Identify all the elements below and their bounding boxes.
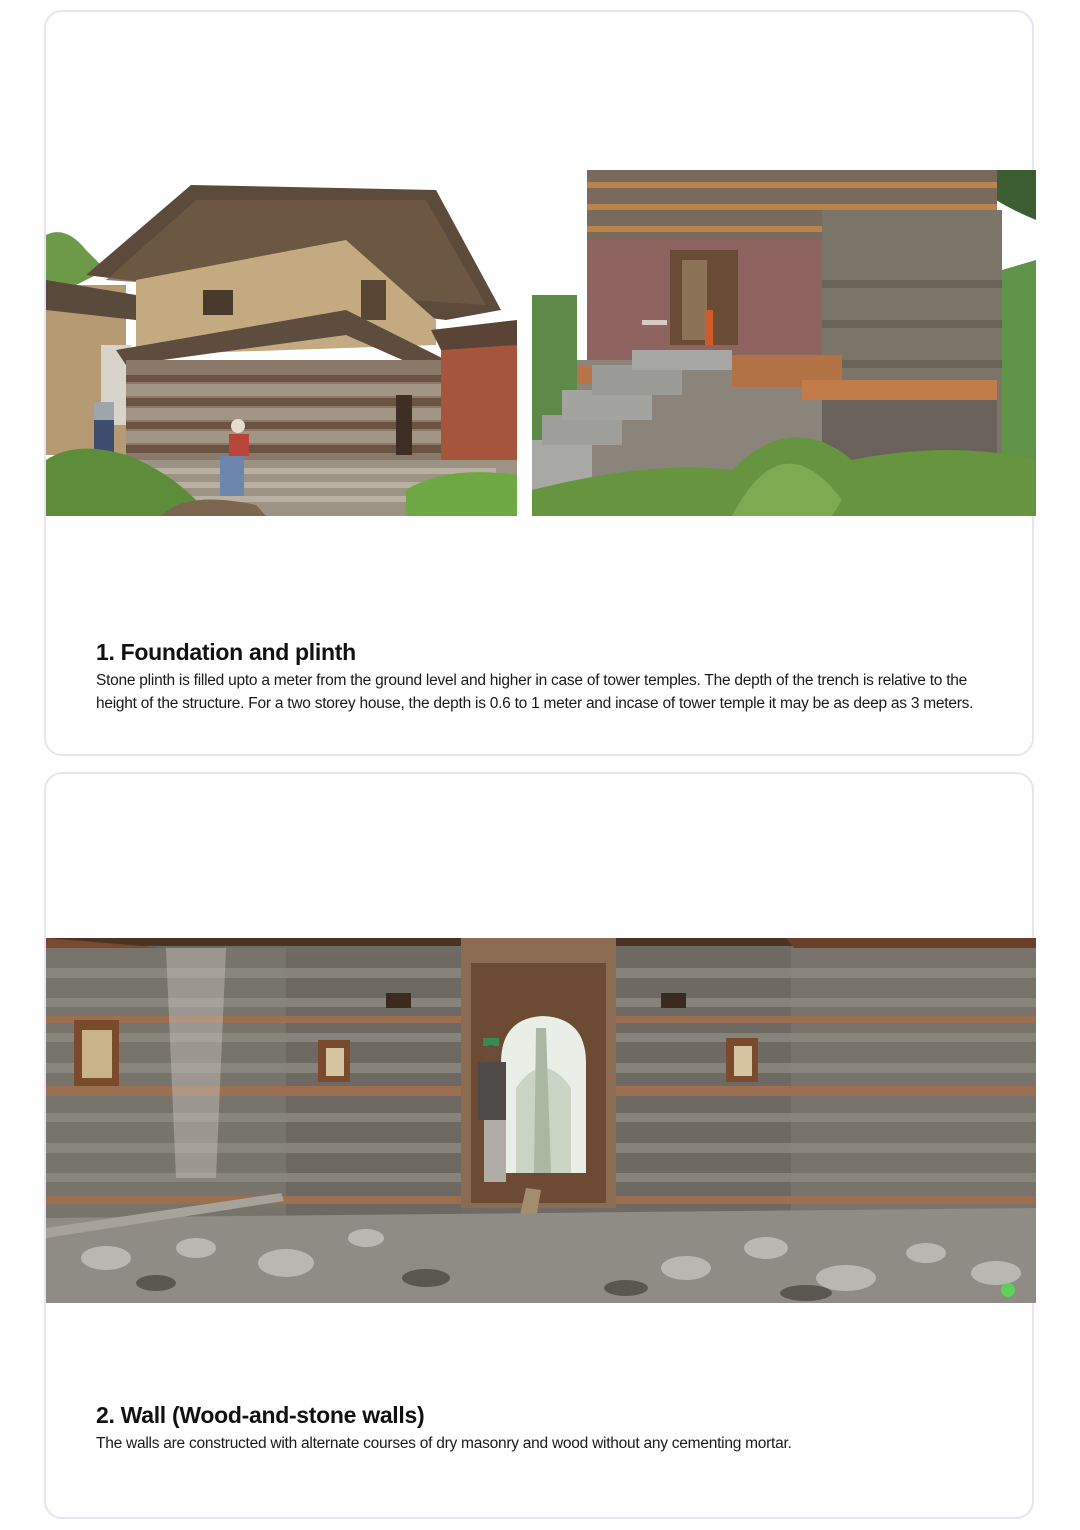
tower-temple-photo xyxy=(532,170,1036,516)
section-caption-wall xyxy=(96,1401,996,1455)
section-body: The walls are constructed with alternate courses of dry masonry and wood without any cementing mortar. xyxy=(96,1435,792,1452)
section-heading: 2. Wall (Wood-and-stone walls) xyxy=(96,1402,425,1428)
wall-interior-panorama xyxy=(46,938,1036,1303)
section-card-wall xyxy=(44,772,1034,1519)
section-card-foundation xyxy=(44,10,1034,756)
section-caption-foundation xyxy=(96,638,996,715)
section-body: Stone plinth is filled upto a meter from the ground level and higher in case of tower temples. The depth of the trench is relative to the height of the structure. For a two storey house, the depth is 0.6 to 1 meter and incase of tower temple it may be as deep as 3 meters. xyxy=(96,672,974,712)
section-heading: 1. Foundation and plinth xyxy=(96,639,356,665)
house-photo xyxy=(46,170,517,516)
